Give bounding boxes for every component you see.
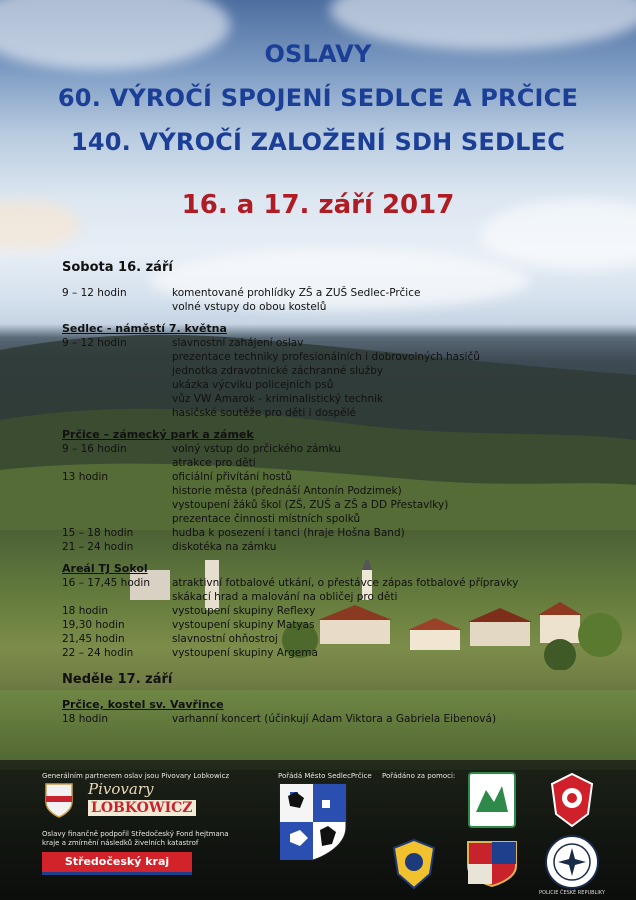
program-time bbox=[62, 364, 172, 378]
program-block-1 bbox=[62, 286, 602, 314]
program-row bbox=[62, 646, 602, 660]
program-time: 21 – 24 hodin bbox=[62, 541, 134, 553]
program-block-4 bbox=[62, 576, 602, 660]
program-row bbox=[62, 712, 602, 726]
fire-rescue-badge-icon bbox=[550, 772, 594, 828]
program-time: 13 hodin bbox=[62, 471, 109, 483]
program-event: oficiální přivítání hostů bbox=[172, 471, 292, 483]
program-time bbox=[62, 498, 172, 512]
place-heading-kostel: Prčice, kostel sv. Vavřince bbox=[62, 698, 224, 711]
program-row bbox=[62, 540, 602, 554]
program-event: historie města (přednáší Antonín Podzimek) bbox=[172, 485, 402, 497]
program-row bbox=[62, 632, 602, 646]
program-time: 9 – 16 hodin bbox=[62, 443, 127, 455]
program-event: prezentace činnosti místních spolků bbox=[172, 513, 361, 525]
program-block-3 bbox=[62, 442, 602, 554]
program-time: 9 – 12 hodin bbox=[62, 337, 127, 349]
place-heading-sokol: Areál TJ Sokol bbox=[62, 562, 148, 575]
program-row bbox=[62, 618, 602, 632]
program-row bbox=[62, 378, 602, 392]
program-event: skákací hrad a malování na obličej pro děti bbox=[172, 591, 398, 603]
rescue-service-logo-icon bbox=[468, 772, 516, 828]
region-badge bbox=[42, 852, 192, 875]
program-row bbox=[62, 350, 602, 364]
program-event: volné vstupy do obou kostelů bbox=[172, 301, 327, 313]
lobkowicz-crest-icon bbox=[44, 782, 74, 818]
program-block-2 bbox=[62, 336, 602, 420]
program-row bbox=[62, 336, 602, 350]
program-time bbox=[62, 512, 172, 526]
program-event: vystoupení skupiny Matyas bbox=[172, 619, 315, 631]
program-time bbox=[62, 350, 172, 364]
place-heading-sedlec: Sedlec - náměstí 7. května bbox=[62, 322, 227, 335]
program-time bbox=[62, 590, 172, 604]
organizer-text: Pořádá Město SedlecPrčice bbox=[278, 772, 372, 780]
program-row bbox=[62, 526, 602, 540]
program-row bbox=[62, 300, 602, 314]
program-time: 16 – 17,45 hodin bbox=[62, 577, 150, 589]
program-event: vystoupení žáků škol (ZŠ, ZUŠ a ZŠ a DD Přestavlky) bbox=[172, 499, 449, 511]
program-row bbox=[62, 406, 602, 420]
title-line-3: 140. VÝROČÍ ZALOŽENÍ SDH SEDLEC bbox=[70, 128, 566, 156]
program-event: varhanní koncert (účinkují Adam Viktora a Gabriela Eibenová) bbox=[172, 713, 497, 725]
program-row bbox=[62, 364, 602, 378]
program-row bbox=[62, 286, 602, 300]
program-row bbox=[62, 590, 602, 604]
program-time: 15 – 18 hodin bbox=[62, 527, 134, 539]
program-event: hudba k posezení i tanci (hraje Hošna Band) bbox=[172, 527, 405, 539]
program-event: vůz VW Amarok - kriminalistický technik bbox=[172, 393, 384, 405]
program-event: vystoupení skupiny Reflexy bbox=[172, 605, 316, 617]
program-event: jednotka zdravotnické záchranné služby bbox=[172, 365, 384, 377]
program-event: slavnostní ohňostroj bbox=[172, 633, 278, 645]
program-row bbox=[62, 470, 602, 484]
program-row bbox=[62, 442, 602, 456]
program-event: diskotéka na zámku bbox=[172, 541, 277, 553]
program-event: prezentace techniky profesionálních i dobrovolných hasičů bbox=[172, 351, 480, 363]
program-time: 18 hodin bbox=[62, 605, 109, 617]
program-time: 19,30 hodin bbox=[62, 619, 125, 631]
program-block-5 bbox=[62, 712, 602, 726]
helpers-text: Pořádáno za pomoci: bbox=[382, 772, 456, 780]
program-time: 21,45 hodin bbox=[62, 633, 125, 645]
program-row bbox=[62, 604, 602, 618]
place-heading-prcice-zamek: Prčice – zámecký park a zámek bbox=[62, 428, 254, 441]
program-time bbox=[62, 378, 172, 392]
program-row bbox=[62, 576, 602, 590]
brand-name: LOBKOWICZ bbox=[88, 800, 196, 816]
program-event: atrakce pro děti bbox=[172, 457, 256, 469]
program-time: 22 – 24 hodin bbox=[62, 647, 134, 659]
program-time bbox=[62, 456, 172, 470]
title-line-1: OSLAVY bbox=[264, 40, 372, 68]
day-heading-sunday: Neděle 17. září bbox=[62, 672, 173, 687]
event-date: 16. a 17. září 2017 bbox=[181, 190, 455, 220]
program bbox=[62, 260, 602, 726]
state-emblem-icon bbox=[464, 838, 520, 888]
police-badge-text: POLICIE ČESKÉ REPUBLIKY bbox=[539, 890, 605, 896]
region-name: Středočeský kraj bbox=[64, 855, 170, 868]
program-event: volný vstup do prčického zámku bbox=[172, 443, 342, 455]
program-event: slavnostní zahájení oslav bbox=[172, 337, 304, 349]
title-line-2: 60. VÝROČÍ SPOJENÍ SEDLCE A PRČICE bbox=[57, 84, 579, 112]
program-event: hasičské soutěže pro děti i dospělé bbox=[172, 407, 356, 419]
program-time: 9 – 12 hodin bbox=[62, 287, 127, 299]
funding-text: Oslavy finančně podpořil Středočeský Fond hejtmana kraje a zmírnění následků živelních katastrof bbox=[42, 830, 229, 847]
partner-text: Generálním partnerem oslav jsou Pivovary Lobkowicz bbox=[42, 772, 230, 780]
program-row bbox=[62, 456, 602, 470]
program-row bbox=[62, 484, 602, 498]
day-heading-saturday: Sobota 16. září bbox=[62, 260, 173, 275]
program-event: vystoupení skupiny Argema bbox=[172, 647, 318, 659]
program-time bbox=[62, 392, 172, 406]
program-event: atraktivní fotbalové utkání, o přestávce zápas fotbalové přípravky bbox=[172, 577, 519, 589]
program-event: komentované prohlídky ZŠ a ZUŠ Sedlec-Prčice bbox=[172, 287, 421, 299]
program-time bbox=[62, 300, 172, 314]
volunteer-firefighters-badge-icon bbox=[392, 838, 436, 890]
program-time: 18 hodin bbox=[62, 713, 109, 725]
lobkowicz-logo bbox=[44, 780, 194, 820]
program-row bbox=[62, 392, 602, 406]
program-row bbox=[62, 498, 602, 512]
town-coat-of-arms-icon bbox=[278, 782, 348, 862]
program-event: ukázka výcviku policejních psů bbox=[172, 379, 334, 391]
program-time bbox=[62, 484, 172, 498]
program-row bbox=[62, 512, 602, 526]
police-badge-icon bbox=[544, 834, 600, 890]
program-time bbox=[62, 406, 172, 420]
brand-script: Pivovary bbox=[88, 780, 154, 798]
